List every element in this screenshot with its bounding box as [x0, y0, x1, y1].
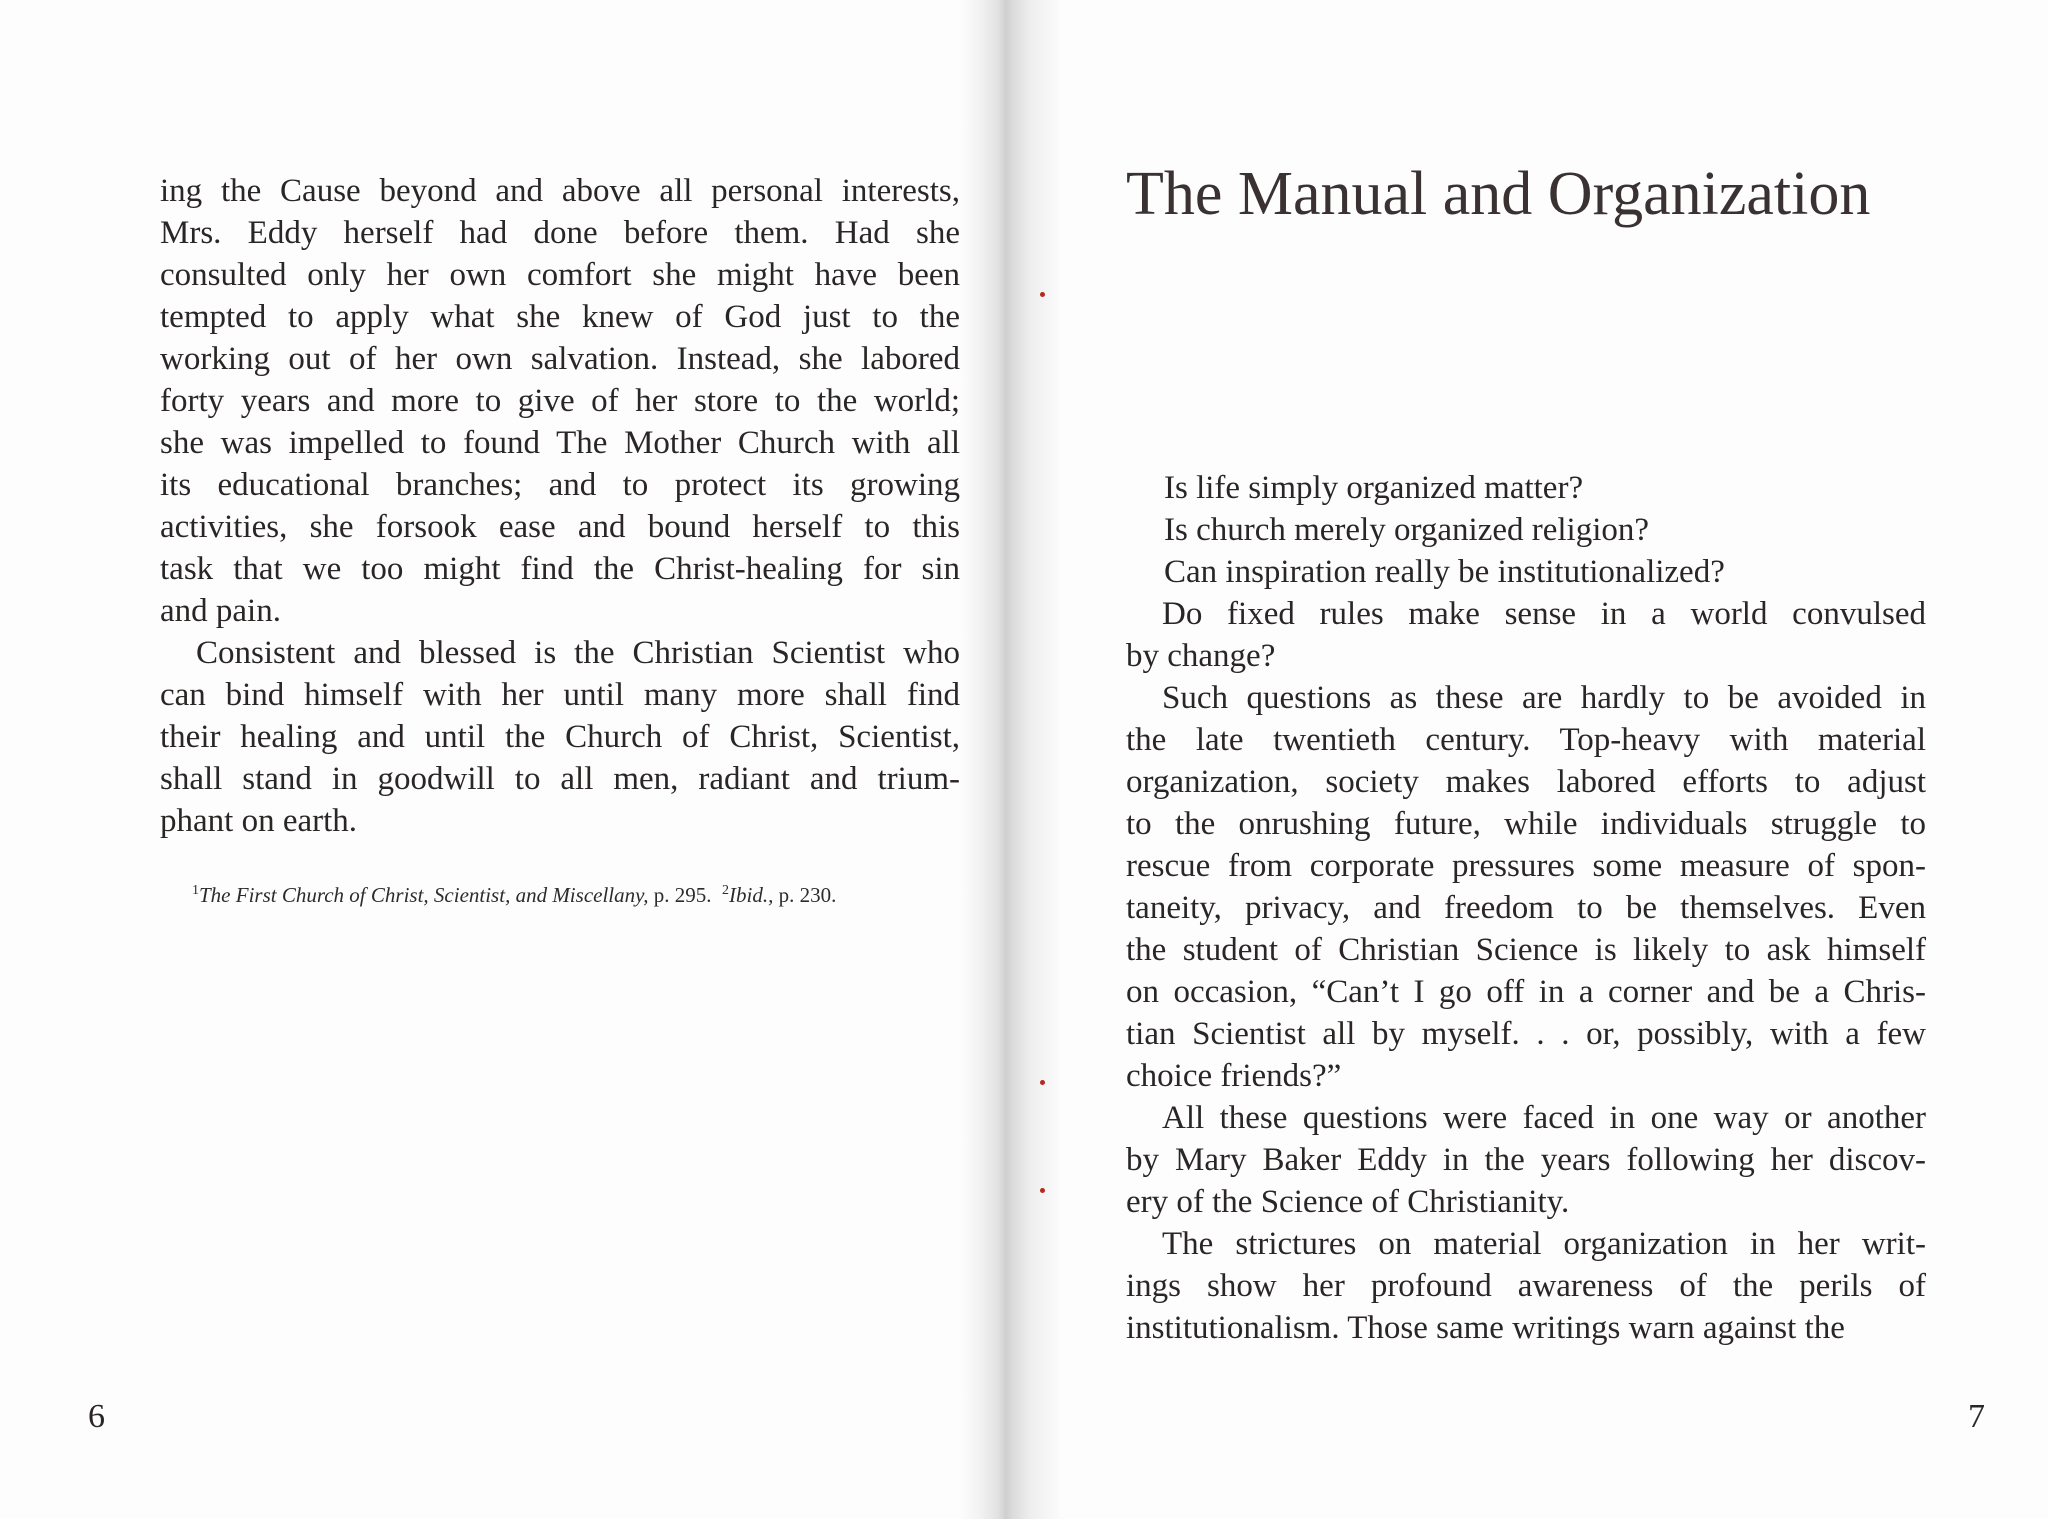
footnote-reference: p. 295. — [648, 883, 723, 907]
text-line: tian Scientist all by myself. . . or, possibly, with a few — [1126, 1016, 1926, 1052]
text-line: tempted to apply what she knew of God just to the — [160, 299, 960, 335]
page-number-left: 6 — [88, 1398, 105, 1435]
question-line: Is church merely organized religion? — [1164, 512, 1650, 548]
text-line: working out of her own salvation. Instead, she labored — [160, 341, 960, 377]
text-line: activities, she forsook ease and bound herself to this — [160, 509, 960, 545]
text-line: can bind himself with her until many more shall find — [160, 677, 960, 713]
text-line: consulted only her own comfort she might have been — [160, 257, 960, 293]
text-line: shall stand in goodwill to all men, radiant and trium- — [160, 761, 960, 797]
text-line: she was impelled to found The Mother Church with all — [160, 425, 960, 461]
text-line: rescue from corporate pressures some measure of spon- — [1126, 848, 1926, 884]
text-line: organization, society makes labored efforts to adjust — [1126, 764, 1926, 800]
text-line: ery of the Science of Christianity. — [1126, 1184, 1570, 1220]
text-line: their healing and until the Church of Christ, Scientist, — [160, 719, 960, 755]
footnote-title: Ibid., — [729, 883, 774, 907]
ink-speck — [1040, 1080, 1045, 1085]
text-line: ing the Cause beyond and above all personal interests, — [160, 173, 960, 209]
chapter-title: The Manual and Organization — [1126, 160, 1871, 228]
text-line: taneity, privacy, and freedom to be themselves. Even — [1126, 890, 1926, 926]
text-line: the late twentieth century. Top-heavy with material — [1126, 722, 1926, 758]
text-line: Such questions as these are hardly to be avoided in — [1162, 680, 1926, 716]
page-number-right: 7 — [1968, 1398, 1985, 1435]
book-gutter — [960, 0, 1060, 1519]
text-line: ings show her profound awareness of the perils of — [1126, 1268, 1926, 1304]
question-list — [1126, 467, 1926, 593]
footnote-reference: p. 230. — [773, 883, 837, 907]
text-line: the student of Christian Science is likely to ask himself — [1126, 932, 1926, 968]
ink-speck — [1040, 292, 1045, 297]
text-line: to the onrushing future, while individuals struggle to — [1126, 806, 1926, 842]
text-line: All these questions were faced in one way or another — [1162, 1100, 1926, 1136]
text-line: task that we too might find the Christ-healing for sin — [160, 551, 960, 587]
text-line: phant on earth. — [160, 803, 358, 839]
footnote-title: The First Church of Christ, Scientist, and Miscellany, — [199, 883, 649, 907]
text-line: by Mary Baker Eddy in the years following her discov- — [1126, 1142, 1926, 1178]
left-page — [0, 0, 980, 1519]
question-line: Can inspiration really be institutionalized? — [1164, 554, 1725, 590]
text-line: forty years and more to give of her store to the world; — [160, 383, 960, 419]
footnote — [192, 877, 960, 909]
text-line: Consistent and blessed is the Christian Scientist who — [196, 635, 960, 671]
footnote-mark: 2 — [722, 883, 730, 898]
text-line: and pain. — [160, 593, 281, 629]
right-page-body — [1126, 593, 1926, 1349]
text-line: Mrs. Eddy herself had done before them. Had she — [160, 215, 960, 251]
text-line: on occasion, “Can’t I go off in a corner and be a Chris- — [1126, 974, 1926, 1010]
text-line: by change? — [1126, 638, 1276, 674]
text-line: its educational branches; and to protect its growing — [160, 467, 960, 503]
text-line: The strictures on material organization in her writ- — [1162, 1226, 1926, 1262]
footnote-mark: 1 — [192, 883, 199, 898]
left-page-body — [160, 170, 960, 842]
text-line: choice friends?” — [1126, 1058, 1342, 1094]
text-line: institutionalism. Those same writings warn against the — [1126, 1310, 1845, 1346]
ink-speck — [1040, 1188, 1045, 1193]
text-line: Do fixed rules make sense in a world convulsed — [1162, 596, 1926, 632]
question-line: Is life simply organized matter? — [1164, 470, 1584, 506]
